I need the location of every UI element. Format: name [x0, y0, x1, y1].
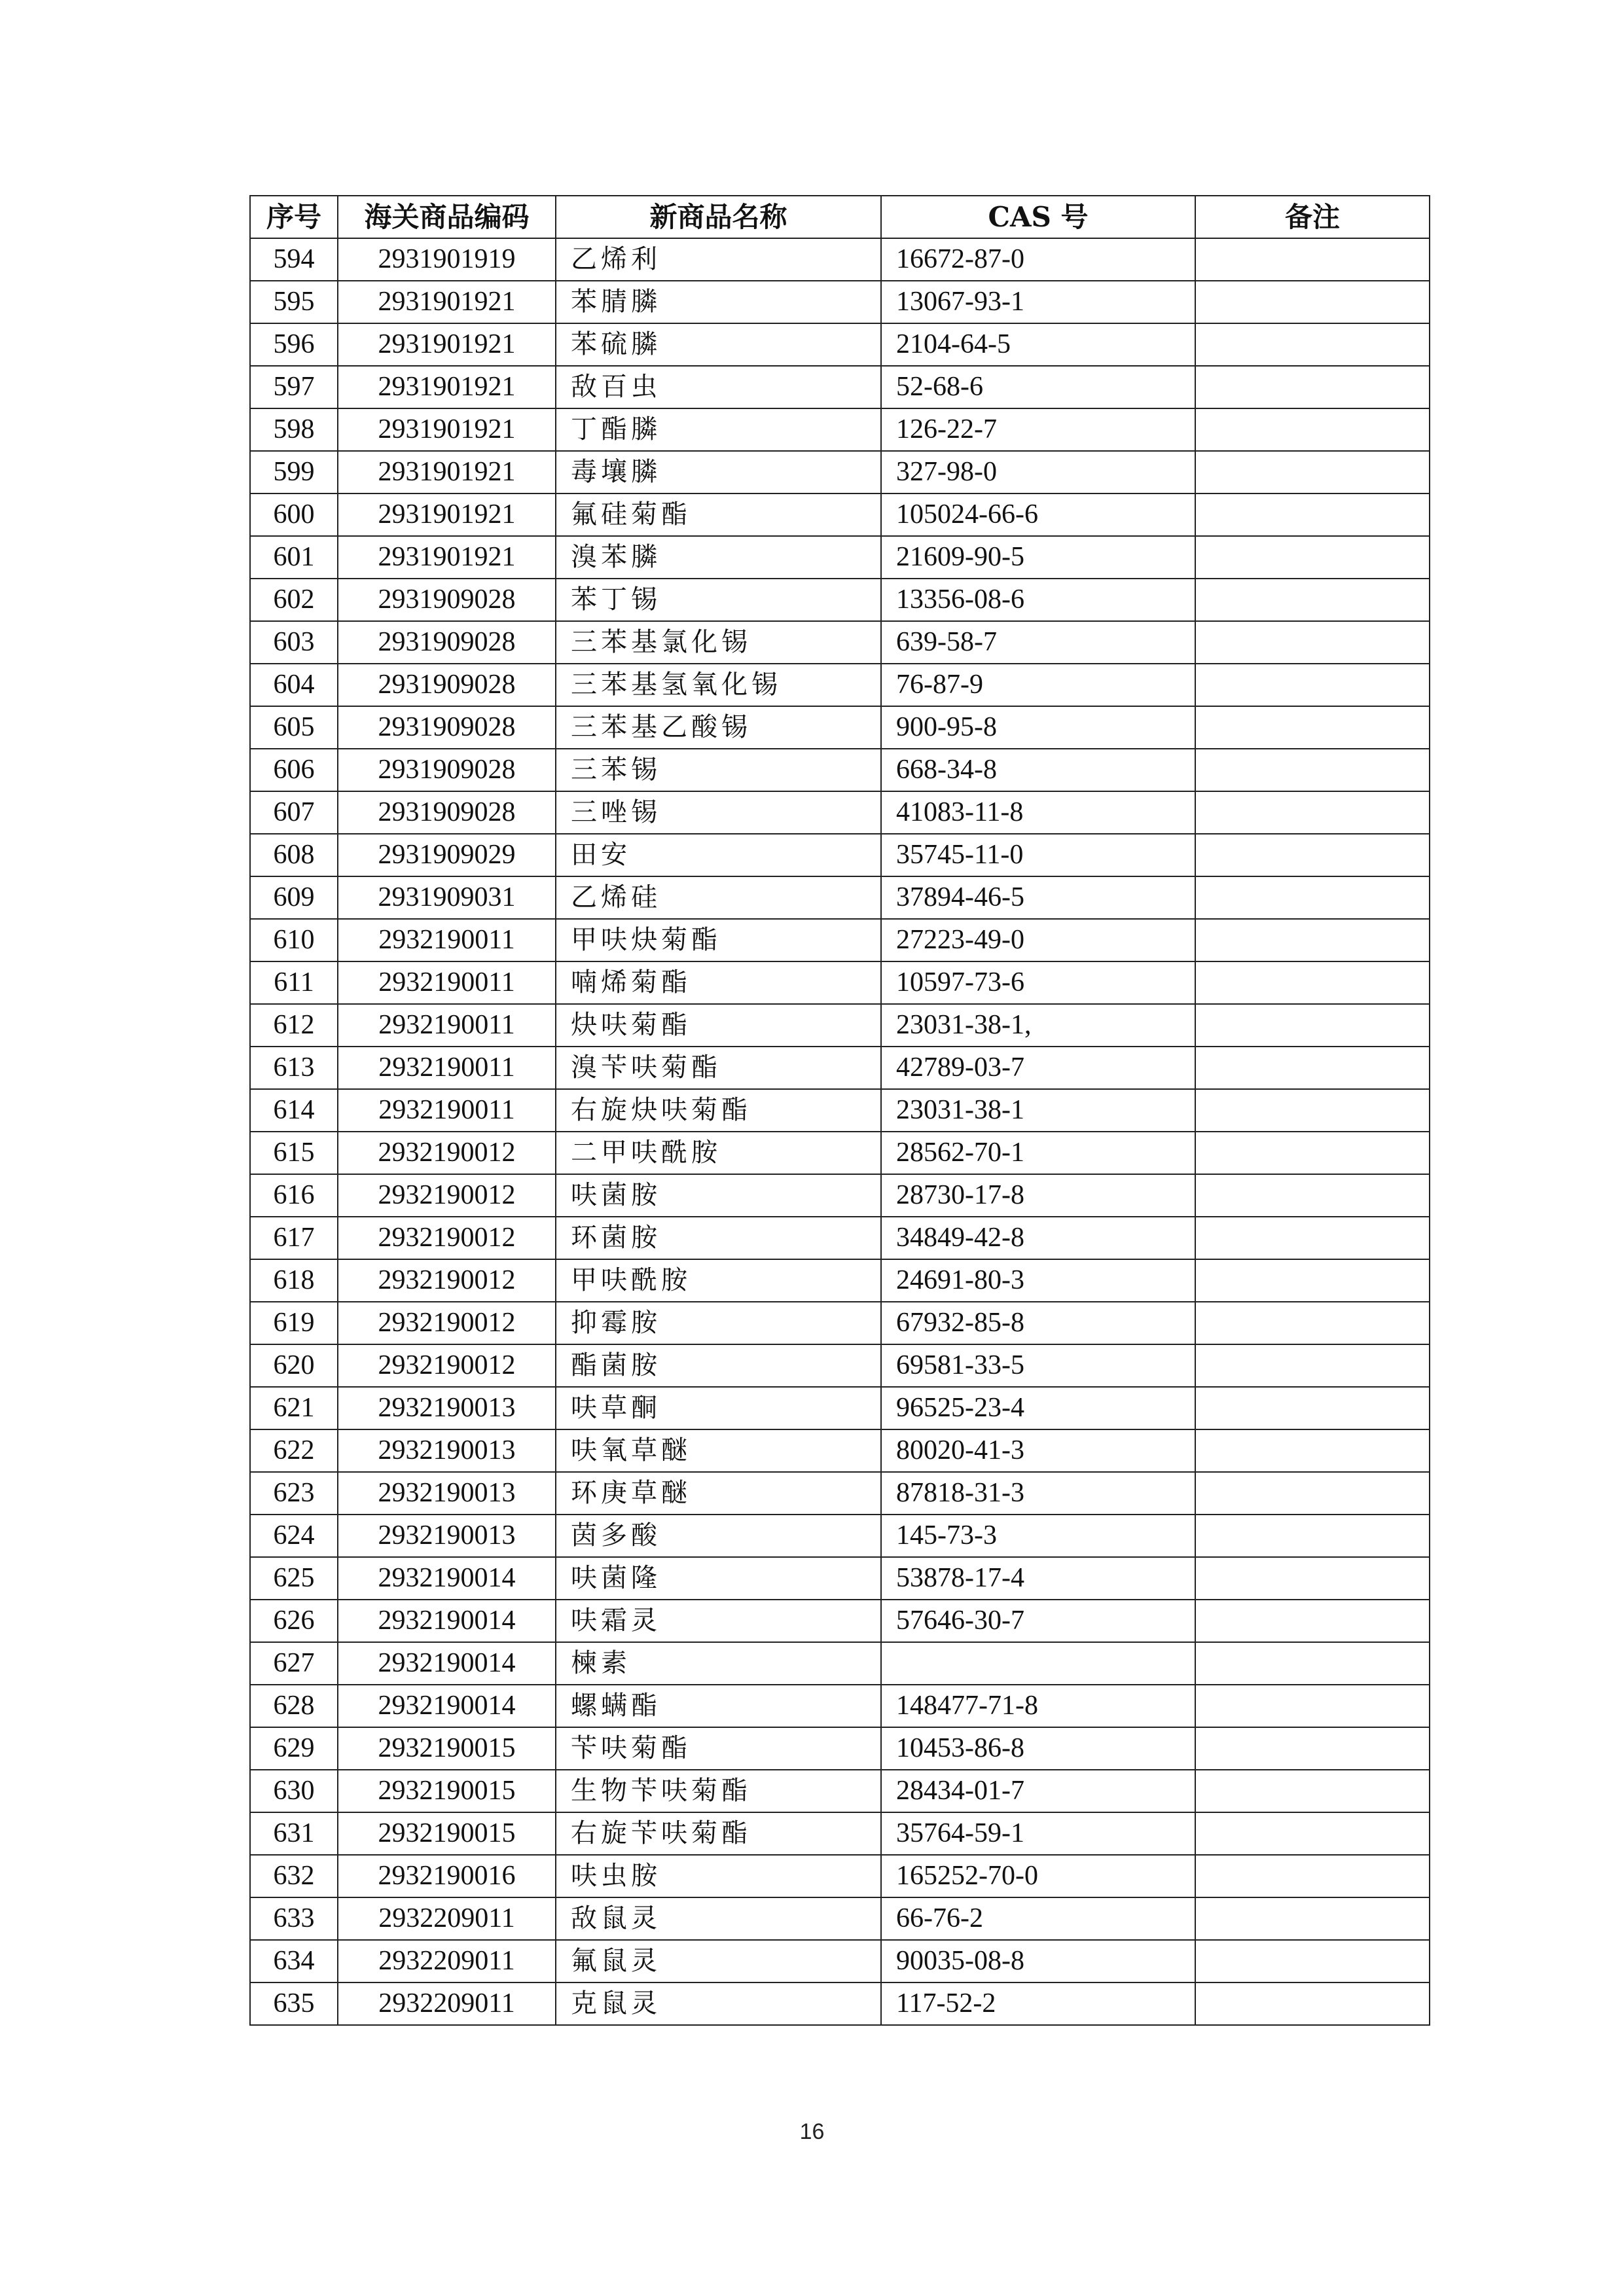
cell-cas: 41083-11-8 — [881, 791, 1195, 834]
cell-cas: 87818-31-3 — [881, 1472, 1195, 1515]
table-row — [250, 706, 1430, 749]
cell-code: 2931901921 — [338, 323, 556, 366]
cell-code: 2931909028 — [338, 579, 556, 621]
cell-name: 苯丁锡 — [556, 579, 881, 621]
cell-note — [1195, 536, 1430, 579]
cell-cas: 28434-01-7 — [881, 1770, 1195, 1812]
cell-name: 敌鼠灵 — [556, 1897, 881, 1940]
cell-note — [1195, 1132, 1430, 1174]
cell-note — [1195, 834, 1430, 876]
cell-code: 2931901921 — [338, 451, 556, 493]
table-row — [250, 1174, 1430, 1217]
cell-name: 酯菌胺 — [556, 1344, 881, 1387]
cell-code: 2932190013 — [338, 1429, 556, 1472]
cell-cas: 28730-17-8 — [881, 1174, 1195, 1217]
cell-seq: 621 — [250, 1387, 338, 1429]
cell-name: 呋虫胺 — [556, 1855, 881, 1897]
cell-code: 2932190012 — [338, 1302, 556, 1344]
cell-seq: 610 — [250, 919, 338, 961]
cell-seq: 596 — [250, 323, 338, 366]
cell-code: 2931901921 — [338, 536, 556, 579]
cell-cas: 52-68-6 — [881, 366, 1195, 408]
cell-name: 克鼠灵 — [556, 1982, 881, 2025]
table-row — [250, 834, 1430, 876]
cell-cas: 67932-85-8 — [881, 1302, 1195, 1344]
cell-seq: 614 — [250, 1089, 338, 1132]
cell-code: 2932190012 — [338, 1344, 556, 1387]
cell-seq: 624 — [250, 1515, 338, 1557]
cell-note — [1195, 621, 1430, 664]
cell-seq: 618 — [250, 1259, 338, 1302]
cell-cas: 668-34-8 — [881, 749, 1195, 791]
table-row — [250, 1387, 1430, 1429]
cell-seq: 601 — [250, 536, 338, 579]
cell-note — [1195, 1387, 1430, 1429]
cell-note — [1195, 366, 1430, 408]
cell-name: 三唑锡 — [556, 791, 881, 834]
cell-cas: 96525-23-4 — [881, 1387, 1195, 1429]
table-row — [250, 408, 1430, 451]
cell-seq: 633 — [250, 1897, 338, 1940]
cell-code: 2932190012 — [338, 1174, 556, 1217]
cell-note — [1195, 1344, 1430, 1387]
cell-note — [1195, 1727, 1430, 1770]
cell-name: 抑霉胺 — [556, 1302, 881, 1344]
cell-code: 2932190014 — [338, 1685, 556, 1727]
cell-code: 2932190014 — [338, 1642, 556, 1685]
cell-code: 2932190013 — [338, 1387, 556, 1429]
cell-code: 2932190011 — [338, 1004, 556, 1047]
cell-note — [1195, 1174, 1430, 1217]
cell-seq: 608 — [250, 834, 338, 876]
cell-note — [1195, 791, 1430, 834]
cell-note — [1195, 493, 1430, 536]
cell-note — [1195, 706, 1430, 749]
cell-code: 2931909031 — [338, 876, 556, 919]
table-row — [250, 919, 1430, 961]
cell-cas: 35764-59-1 — [881, 1812, 1195, 1855]
table-row — [250, 1259, 1430, 1302]
cell-seq: 635 — [250, 1982, 338, 2025]
cell-note — [1195, 1982, 1430, 2025]
cell-seq: 609 — [250, 876, 338, 919]
cell-note — [1195, 1685, 1430, 1727]
cell-cas: 34849-42-8 — [881, 1217, 1195, 1259]
cell-cas: 117-52-2 — [881, 1982, 1195, 2025]
cell-cas: 76-87-9 — [881, 664, 1195, 706]
cell-code: 2932209011 — [338, 1982, 556, 2025]
cell-cas: 80020-41-3 — [881, 1429, 1195, 1472]
cell-name: 甲呋酰胺 — [556, 1259, 881, 1302]
cell-name: 溴苄呋菊酯 — [556, 1047, 881, 1089]
page-number: 16 — [799, 2119, 825, 2144]
cell-seq: 594 — [250, 238, 338, 281]
cell-note — [1195, 1047, 1430, 1089]
cell-cas: 16672-87-0 — [881, 238, 1195, 281]
cell-seq: 617 — [250, 1217, 338, 1259]
cell-note — [1195, 1855, 1430, 1897]
cell-code: 2932190012 — [338, 1259, 556, 1302]
cell-name: 三苯基乙酸锡 — [556, 706, 881, 749]
cell-name: 呋菌胺 — [556, 1174, 881, 1217]
cell-code: 2931901921 — [338, 408, 556, 451]
cell-name: 氟鼠灵 — [556, 1940, 881, 1982]
cell-name: 溴苯膦 — [556, 536, 881, 579]
table-row — [250, 493, 1430, 536]
table-row — [250, 1302, 1430, 1344]
cell-seq: 630 — [250, 1770, 338, 1812]
cell-code: 2932190013 — [338, 1515, 556, 1557]
table-row — [250, 1429, 1430, 1472]
table-row — [250, 961, 1430, 1004]
cell-code: 2931901921 — [338, 493, 556, 536]
cell-note — [1195, 919, 1430, 961]
cell-note — [1195, 961, 1430, 1004]
cell-seq: 612 — [250, 1004, 338, 1047]
cell-name: 苯腈膦 — [556, 281, 881, 323]
table-row — [250, 1812, 1430, 1855]
cell-cas: 23031-38-1 — [881, 1089, 1195, 1132]
cell-name: 甲呋炔菊酯 — [556, 919, 881, 961]
table-row — [250, 366, 1430, 408]
cell-cas: 10453-86-8 — [881, 1727, 1195, 1770]
cell-name: 螺螨酯 — [556, 1685, 881, 1727]
table-row — [250, 1685, 1430, 1727]
table-row — [250, 1344, 1430, 1387]
cell-seq: 600 — [250, 493, 338, 536]
cell-code: 2932190015 — [338, 1812, 556, 1855]
cell-name: 苄呋菊酯 — [556, 1727, 881, 1770]
cell-seq: 599 — [250, 451, 338, 493]
cell-code: 2931901919 — [338, 238, 556, 281]
cell-cas — [881, 1642, 1195, 1685]
cell-name: 乙烯硅 — [556, 876, 881, 919]
cell-seq: 625 — [250, 1557, 338, 1600]
cell-name: 生物苄呋菊酯 — [556, 1770, 881, 1812]
table-row — [250, 451, 1430, 493]
cell-seq: 628 — [250, 1685, 338, 1727]
cell-cas: 105024-66-6 — [881, 493, 1195, 536]
table-row — [250, 1004, 1430, 1047]
cell-name: 二甲呋酰胺 — [556, 1132, 881, 1174]
header-cas: CAS 号 — [881, 196, 1195, 238]
table-row — [250, 579, 1430, 621]
cell-seq: 616 — [250, 1174, 338, 1217]
cell-name: 环菌胺 — [556, 1217, 881, 1259]
cell-cas: 10597-73-6 — [881, 961, 1195, 1004]
cell-cas: 53878-17-4 — [881, 1557, 1195, 1600]
table-row — [250, 1600, 1430, 1642]
table-row — [250, 1897, 1430, 1940]
cell-code: 2932190014 — [338, 1557, 556, 1600]
cell-seq: 607 — [250, 791, 338, 834]
cell-cas: 27223-49-0 — [881, 919, 1195, 961]
cell-code: 2931909028 — [338, 791, 556, 834]
cell-cas: 28562-70-1 — [881, 1132, 1195, 1174]
cell-seq: 615 — [250, 1132, 338, 1174]
cell-seq: 629 — [250, 1727, 338, 1770]
header-name: 新商品名称 — [556, 196, 881, 238]
table-row — [250, 664, 1430, 706]
table-row — [250, 1982, 1430, 2025]
cell-seq: 620 — [250, 1344, 338, 1387]
cell-cas: 24691-80-3 — [881, 1259, 1195, 1302]
table-row — [250, 1217, 1430, 1259]
cell-note — [1195, 1004, 1430, 1047]
cell-seq: 622 — [250, 1429, 338, 1472]
cell-seq: 611 — [250, 961, 338, 1004]
cell-note — [1195, 1429, 1430, 1472]
cell-code: 2932190012 — [338, 1217, 556, 1259]
cell-seq: 613 — [250, 1047, 338, 1089]
cell-code: 2932190011 — [338, 1047, 556, 1089]
cell-seq: 632 — [250, 1855, 338, 1897]
cell-note — [1195, 408, 1430, 451]
table-row — [250, 1557, 1430, 1600]
cell-name: 三苯基氯化锡 — [556, 621, 881, 664]
cell-cas: 165252-70-0 — [881, 1855, 1195, 1897]
cell-name: 三苯锡 — [556, 749, 881, 791]
cell-name: 丁酯膦 — [556, 408, 881, 451]
table-row — [250, 749, 1430, 791]
cell-code: 2932190015 — [338, 1727, 556, 1770]
table-row — [250, 1132, 1430, 1174]
cell-code: 2932190015 — [338, 1770, 556, 1812]
cell-note — [1195, 1217, 1430, 1259]
cell-code: 2931909028 — [338, 621, 556, 664]
cell-cas: 69581-33-5 — [881, 1344, 1195, 1387]
cell-cas: 2104-64-5 — [881, 323, 1195, 366]
cell-seq: 626 — [250, 1600, 338, 1642]
cell-seq: 631 — [250, 1812, 338, 1855]
cell-code: 2932190011 — [338, 961, 556, 1004]
cell-cas: 900-95-8 — [881, 706, 1195, 749]
cell-code: 2932190013 — [338, 1472, 556, 1515]
cell-name: 茵多酸 — [556, 1515, 881, 1557]
cell-code: 2932190014 — [338, 1600, 556, 1642]
cell-note — [1195, 876, 1430, 919]
cell-name: 右旋苄呋菊酯 — [556, 1812, 881, 1855]
cell-cas: 90035-08-8 — [881, 1940, 1195, 1982]
cell-name: 氟硅菊酯 — [556, 493, 881, 536]
cell-cas: 57646-30-7 — [881, 1600, 1195, 1642]
cell-note — [1195, 1302, 1430, 1344]
cell-note — [1195, 1259, 1430, 1302]
header-row — [250, 196, 1430, 238]
cell-cas: 13356-08-6 — [881, 579, 1195, 621]
cell-note — [1195, 579, 1430, 621]
cell-cas: 639-58-7 — [881, 621, 1195, 664]
cell-name: 呋菌隆 — [556, 1557, 881, 1600]
table-row — [250, 536, 1430, 579]
table-row — [250, 1089, 1430, 1132]
header-note: 备注 — [1195, 196, 1430, 238]
table-row — [250, 621, 1430, 664]
cell-name: 三苯基氢氧化锡 — [556, 664, 881, 706]
cell-note — [1195, 1940, 1430, 1982]
cell-note — [1195, 1089, 1430, 1132]
cell-seq: 597 — [250, 366, 338, 408]
cell-code: 2932209011 — [338, 1940, 556, 1982]
table-row — [250, 1855, 1430, 1897]
cell-note — [1195, 1600, 1430, 1642]
cell-cas: 66-76-2 — [881, 1897, 1195, 1940]
cell-note — [1195, 238, 1430, 281]
cell-note — [1195, 281, 1430, 323]
cell-code: 2931909029 — [338, 834, 556, 876]
cell-name: 田安 — [556, 834, 881, 876]
cell-seq: 605 — [250, 706, 338, 749]
table-row — [250, 876, 1430, 919]
table-row — [250, 1047, 1430, 1089]
cell-cas: 145-73-3 — [881, 1515, 1195, 1557]
cell-name: 乙烯利 — [556, 238, 881, 281]
cell-name: 右旋炔呋菊酯 — [556, 1089, 881, 1132]
cell-seq: 623 — [250, 1472, 338, 1515]
cell-code: 2931909028 — [338, 664, 556, 706]
table-row — [250, 238, 1430, 281]
cell-code: 2932190011 — [338, 1089, 556, 1132]
cell-name: 呋霜灵 — [556, 1600, 881, 1642]
table-row — [250, 1770, 1430, 1812]
cell-seq: 604 — [250, 664, 338, 706]
cell-code: 2932190016 — [338, 1855, 556, 1897]
cell-name: 呋氧草醚 — [556, 1429, 881, 1472]
cell-seq: 603 — [250, 621, 338, 664]
cell-note — [1195, 1515, 1430, 1557]
cell-cas: 35745-11-0 — [881, 834, 1195, 876]
cell-seq: 619 — [250, 1302, 338, 1344]
cell-name: 呋草酮 — [556, 1387, 881, 1429]
cell-code: 2932190012 — [338, 1132, 556, 1174]
table-row — [250, 1727, 1430, 1770]
table-row — [250, 1472, 1430, 1515]
cell-note — [1195, 1897, 1430, 1940]
cell-cas: 148477-71-8 — [881, 1685, 1195, 1727]
cell-note — [1195, 749, 1430, 791]
cell-cas: 21609-90-5 — [881, 536, 1195, 579]
goods-code-table — [249, 195, 1430, 2026]
cell-note — [1195, 1770, 1430, 1812]
cell-note — [1195, 664, 1430, 706]
cell-seq: 598 — [250, 408, 338, 451]
cell-note — [1195, 1472, 1430, 1515]
header-seq: 序号 — [250, 196, 338, 238]
cell-code: 2931909028 — [338, 706, 556, 749]
cell-note — [1195, 323, 1430, 366]
cell-name: 环庚草醚 — [556, 1472, 881, 1515]
cell-note — [1195, 1557, 1430, 1600]
cell-code: 2931901921 — [338, 281, 556, 323]
cell-cas: 23031-38-1, — [881, 1004, 1195, 1047]
cell-name: 毒壤膦 — [556, 451, 881, 493]
cell-code: 2932209011 — [338, 1897, 556, 1940]
cell-note — [1195, 1642, 1430, 1685]
cell-note — [1195, 1812, 1430, 1855]
cell-seq: 602 — [250, 579, 338, 621]
cell-seq: 606 — [250, 749, 338, 791]
cell-seq: 595 — [250, 281, 338, 323]
cell-code: 2931901921 — [338, 366, 556, 408]
cell-cas: 13067-93-1 — [881, 281, 1195, 323]
cell-code: 2932190011 — [338, 919, 556, 961]
cell-name: 炔呋菊酯 — [556, 1004, 881, 1047]
table-body — [250, 238, 1430, 2025]
table-row — [250, 323, 1430, 366]
table-row — [250, 1940, 1430, 1982]
cell-name: 苯硫膦 — [556, 323, 881, 366]
cell-note — [1195, 451, 1430, 493]
table-row — [250, 791, 1430, 834]
table-row — [250, 1642, 1430, 1685]
header-code: 海关商品编码 — [338, 196, 556, 238]
cell-seq: 627 — [250, 1642, 338, 1685]
cell-cas: 327-98-0 — [881, 451, 1195, 493]
cell-cas: 126-22-7 — [881, 408, 1195, 451]
table-header — [250, 196, 1430, 238]
cell-code: 2931909028 — [338, 749, 556, 791]
table-row — [250, 281, 1430, 323]
cell-name: 敌百虫 — [556, 366, 881, 408]
cell-seq: 634 — [250, 1940, 338, 1982]
table-row — [250, 1515, 1430, 1557]
cell-name: 楝素 — [556, 1642, 881, 1685]
cell-name: 喃烯菊酯 — [556, 961, 881, 1004]
cell-cas: 37894-46-5 — [881, 876, 1195, 919]
cell-cas: 42789-03-7 — [881, 1047, 1195, 1089]
